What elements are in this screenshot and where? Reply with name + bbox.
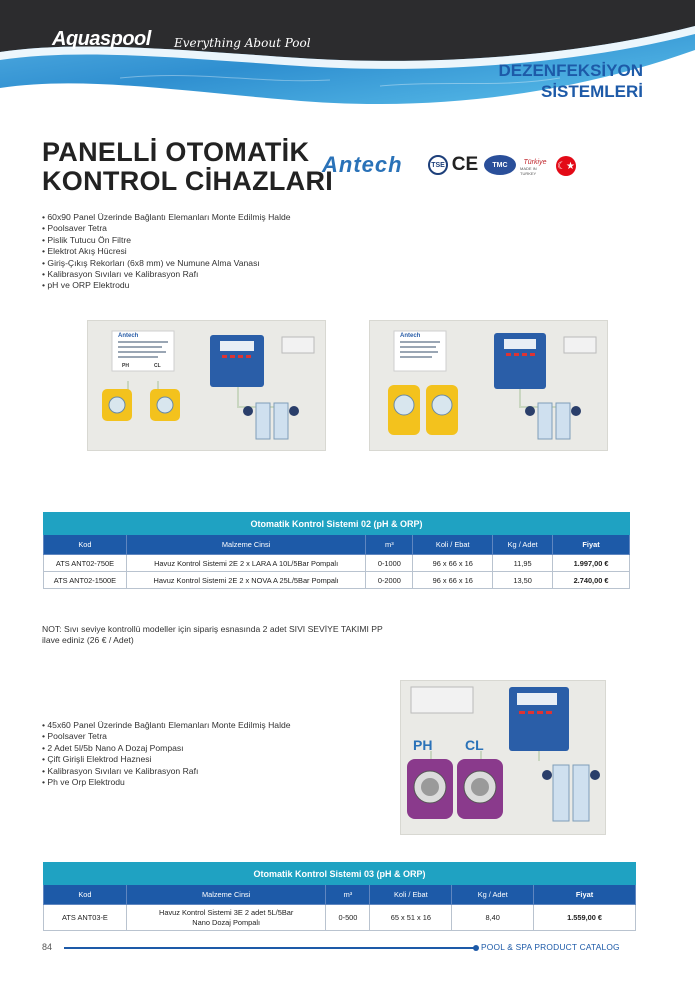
cell-code: ATS ANT03-E: [44, 905, 127, 931]
antech-logo: Antech: [322, 152, 403, 177]
feature-item: • 60x90 Panel Üzerinde Bağlantı Elemanları Monte Edilmiş Halde: [42, 212, 291, 223]
brand-logo: Aquaspool: [52, 28, 151, 50]
cell-price: 1.997,00 €: [553, 555, 630, 572]
panel-brand-label: Antech: [400, 333, 421, 339]
panel-brand-label: Antech: [118, 333, 139, 339]
feature-item: • Giriş-Çıkış Rekorları (6x8 mm) ve Numune Alma Vanası: [42, 258, 291, 269]
footer-dot-icon: [473, 945, 479, 951]
col-header-price: Fiyat: [534, 885, 636, 905]
cell-box: 96 x 66 x 16: [413, 572, 493, 589]
product-photo-nova: [369, 320, 608, 451]
col-header-weight: Kg / Adet: [493, 535, 553, 555]
cell-price: 1.559,00 €: [534, 905, 636, 931]
control-panel-illustration: [401, 681, 606, 835]
cell-material: Havuz Kontrol Sistemi 2E 2 x NOVA A 25L/5Bar Pompalı: [126, 572, 366, 589]
feature-item: • Pislik Tutucu Ön Filtre: [42, 235, 291, 246]
note-line2: ilave ediniz (26 € / Adet): [42, 635, 134, 646]
feature-item: • Ph ve Orp Elektrodu: [42, 777, 291, 788]
section-title-line1: DEZENFEKSİYON: [498, 61, 643, 80]
ph-label: PH: [413, 737, 433, 753]
table-row: [44, 905, 636, 931]
table-row: [44, 555, 630, 572]
product-photo-nano: [400, 680, 606, 835]
turkish-flag-icon: ☾★: [556, 156, 576, 176]
made-in-turkey-text: MADE IN TURKEY: [520, 165, 537, 176]
cell-code: ATS ANT02-750E: [44, 555, 127, 572]
cell-weight: 13,50: [493, 572, 553, 589]
feature-item: • Poolsaver Tetra: [42, 731, 291, 742]
footer-divider: [64, 947, 476, 949]
control-panel-illustration: [370, 321, 608, 451]
table-row: [44, 572, 630, 589]
col-header-material: Malzeme Cinsi: [126, 535, 366, 555]
control-panel-illustration: [88, 321, 326, 451]
page-number: 84: [42, 942, 53, 952]
cell-m3: 0-1000: [366, 555, 413, 572]
col-header-price: Fiyat: [553, 535, 630, 555]
col-header-code: Kod: [44, 885, 127, 905]
section-title-line2: SİSTEMLERİ: [540, 82, 643, 101]
feature-item: • Çift Girişli Elektrod Haznesi: [42, 754, 291, 765]
cl-label: CL: [154, 363, 161, 369]
feature-item: • 2 Adet 5l/5b Nano A Dozaj Pompası: [42, 743, 291, 754]
cell-material: [126, 905, 326, 931]
ph-label: PH: [122, 363, 129, 369]
cell-m3: 0-500: [326, 905, 370, 931]
feature-item: • Kalibrasyon Sıvıları ve Kalibrasyon Rafı: [42, 766, 291, 777]
price-table-system-02: [43, 512, 630, 589]
feature-item: • pH ve ORP Elektrodu: [42, 280, 291, 291]
cell-weight: 11,95: [493, 555, 553, 572]
turkiye-logo-icon: [520, 155, 550, 179]
cell-price: 2.740,00 €: [553, 572, 630, 589]
catalog-name: POOL & SPA PRODUCT CATALOG: [481, 942, 620, 952]
page-title-line1: PANELLİ OTOMATİK: [42, 137, 310, 167]
cell-material: Havuz Kontrol Sistemi 2E 2 x LARA A 10L/5Bar Pompalı: [126, 555, 366, 572]
col-header-code: Kod: [44, 535, 127, 555]
cell-m3: 0-2000: [366, 572, 413, 589]
cell-box: 65 x 51 x 16: [370, 905, 452, 931]
cell-weight: 8,40: [452, 905, 534, 931]
feature-item: • Kalibrasyon Sıvıları ve Kalibrasyon Rafı: [42, 269, 291, 280]
ordering-note: [42, 624, 462, 647]
ce-mark-icon: CE: [451, 154, 479, 175]
col-header-m3: m³: [326, 885, 370, 905]
feature-item: • Poolsaver Tetra: [42, 223, 291, 234]
brand-slogan: Everything About Pool: [174, 36, 311, 50]
tmc-cert-icon: TMC: [484, 155, 516, 175]
cl-label: CL: [465, 737, 484, 753]
feature-item: • Elektrot Akış Hücresi: [42, 246, 291, 257]
col-header-weight: Kg / Adet: [452, 885, 534, 905]
cell-material-line2: Nano Dozaj Pompalı: [192, 917, 261, 927]
cell-material-line1: Havuz Kontrol Sistemi 3E 2 adet 5L/5Bar: [159, 907, 294, 917]
section-title: [498, 60, 643, 102]
col-header-box: Koli / Ebat: [370, 885, 452, 905]
table-caption: Otomatik Kontrol Sistemi 02 (pH & ORP): [44, 513, 630, 535]
note-line1: NOT: Sıvı seviye kontrollü modeller için sipariş esnasında 2 adet SIVI SEVİYE TAKIMI PP: [42, 624, 383, 634]
cell-code: ATS ANT02-1500E: [44, 572, 127, 589]
feature-item: • 45x60 Panel Üzerinde Bağlantı Elemanları Monte Edilmiş Halde: [42, 720, 291, 731]
product-photo-lara: [87, 320, 326, 451]
cell-box: 96 x 66 x 16: [413, 555, 493, 572]
tse-cert-icon: TSE: [428, 155, 448, 175]
price-table-system-03: [43, 862, 636, 931]
col-header-box: Koli / Ebat: [413, 535, 493, 555]
page-title-line2: KONTROL CİHAZLARI: [42, 166, 334, 196]
feature-list-2: [42, 720, 291, 788]
page-title: [42, 138, 333, 196]
turkiye-logo-text: Türkiye: [523, 158, 547, 166]
table-caption: Otomatik Kontrol Sistemi 03 (pH & ORP): [44, 863, 636, 885]
col-header-m3: m³: [366, 535, 413, 555]
col-header-material: Malzeme Cinsi: [126, 885, 326, 905]
feature-list-1: [42, 212, 291, 292]
